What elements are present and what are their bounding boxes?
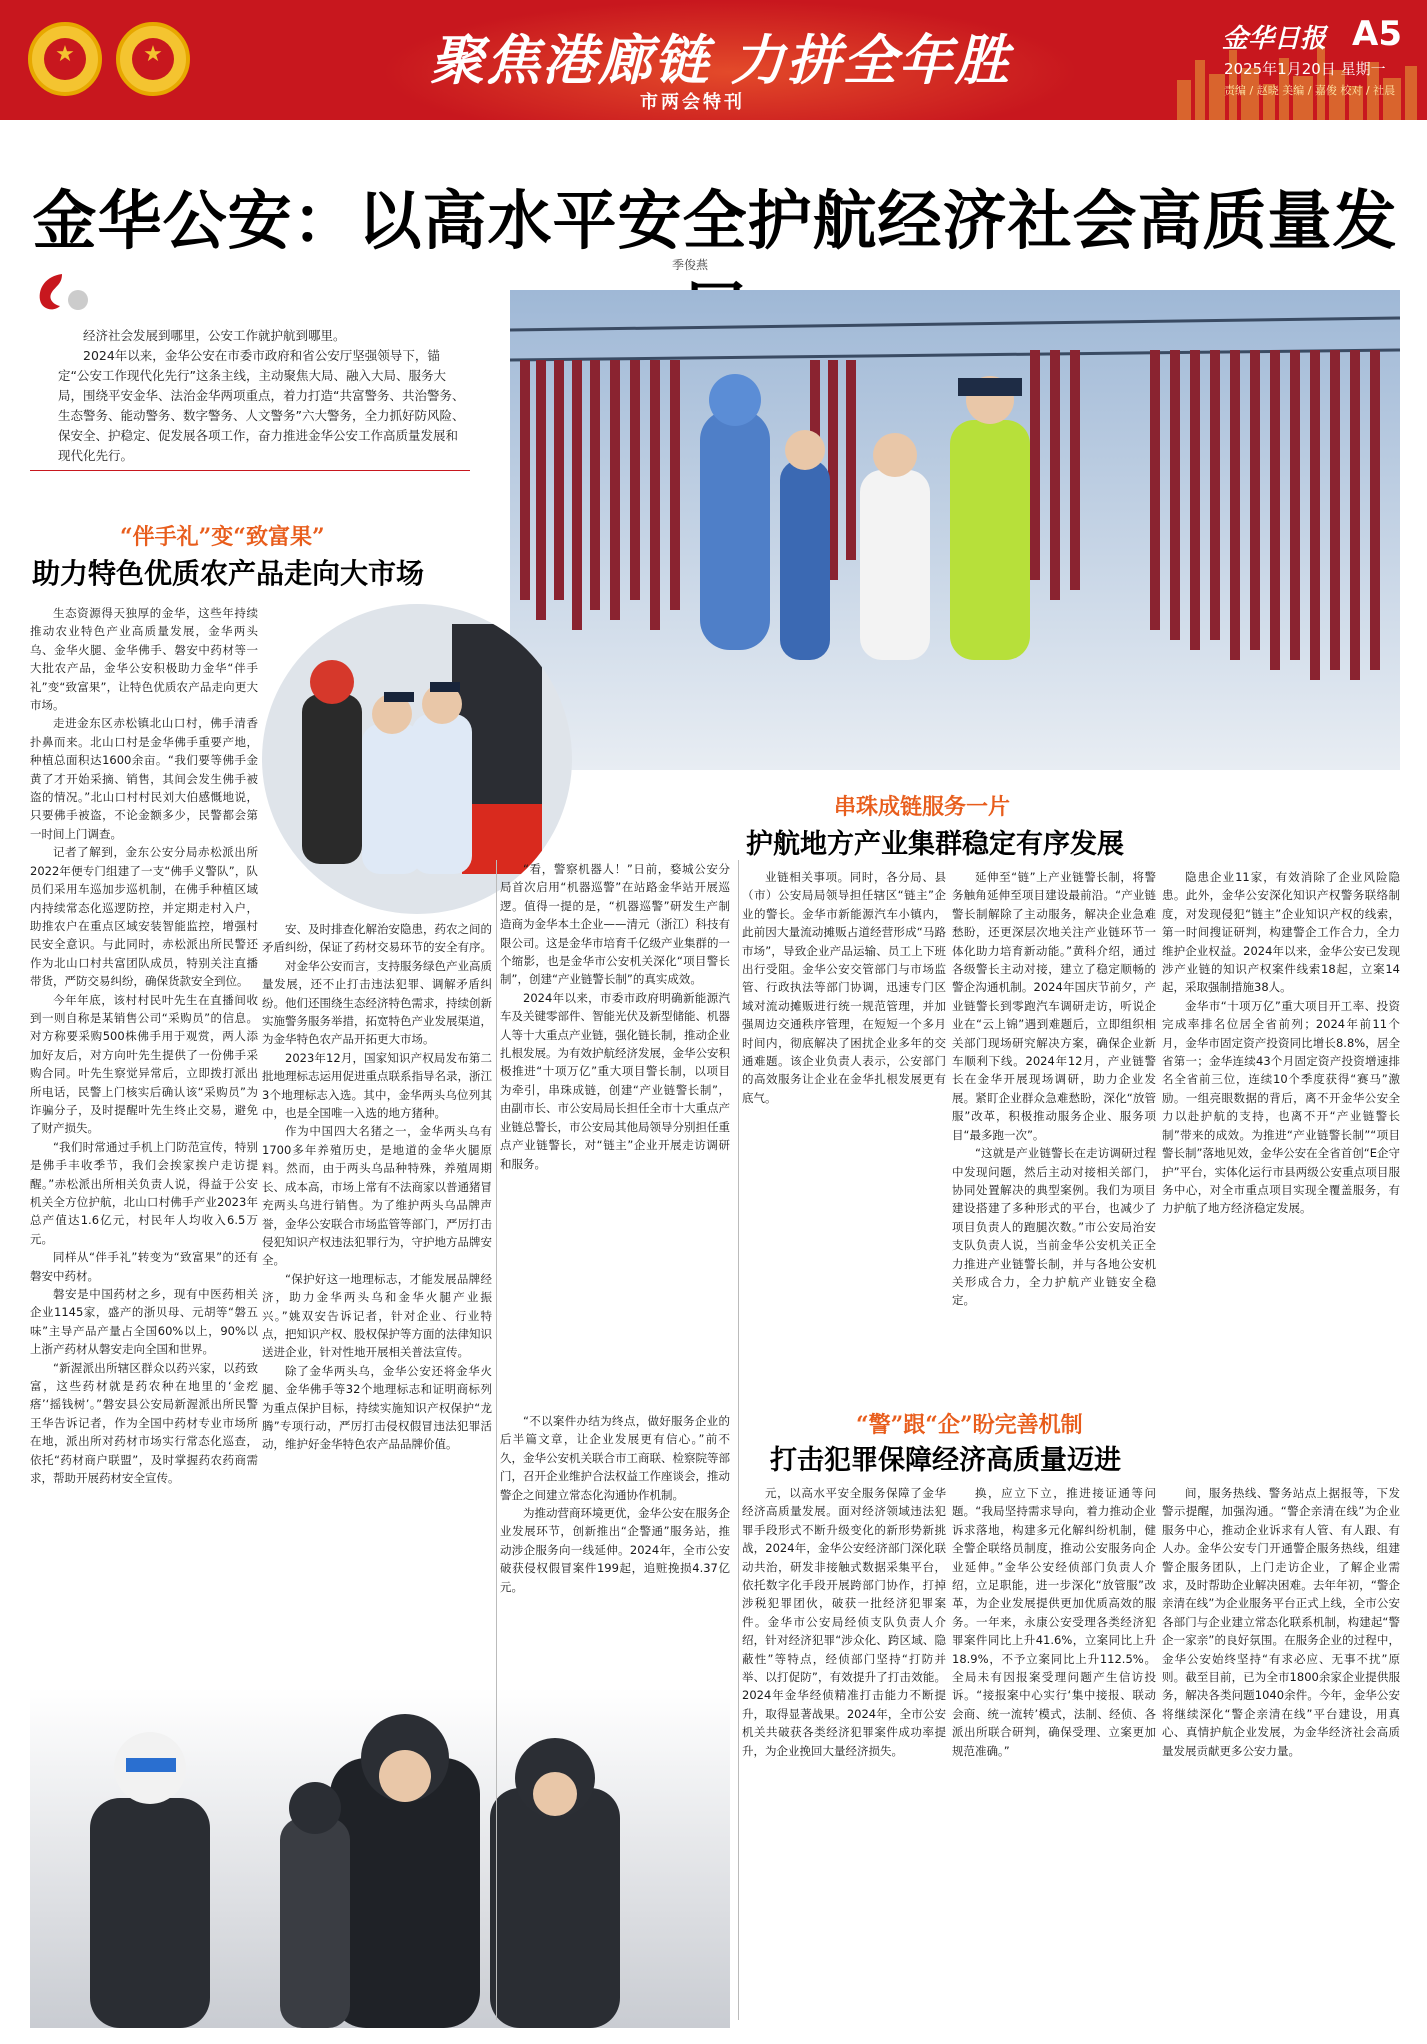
section3-column-1: [742, 1484, 946, 2024]
s1-paragraph-7: 磐安是中国药材之乡，现有中医药相关企业1145家，盛产的浙贝母、元胡等“磐五味”主导产品产量占全国60%以上，90%以上浙产药材从磐安走向全国和世界。: [30, 1287, 258, 1357]
s1-paragraph-2: 走进金东区赤松镇北山口村，佛手清香扑鼻而来。北山口村是金华佛手重要产地，种植总面积达1600余亩。“我们要等佛手金黄了才开始采摘、销售，其间会发生佛手被盗的情况。”北山口村村民刘大伯感慨地说，只要佛手被盗，不论金额多少，民警都会第一时间上门调查。: [30, 716, 258, 841]
byline: 季俊燕: [672, 258, 709, 272]
quote-mark-icon: [34, 266, 94, 316]
section3-column-2: [952, 1484, 1156, 2024]
masthead: [0, 0, 1427, 120]
s1-paragraph-5: “我们时常通过手机上门防范宣传，特别是佛手丰收季节，我们会挨家挨户走访提醒。”赤松派出所相关负责人说，得益于公安机关全方位护航，北山口村佛手产业2023年总产值达1.6亿元，村民年人均收入6.5万元。: [30, 1139, 258, 1246]
s1-paragraph-4: 今年年底，该村村民叶先生在直播间收到一则自称是某销售公司“采购员”的信息。对方称要采购500株佛手用于观赏，两人添加好友后，对方向叶先生提供了一份佛手采购合同。叶先生察觉异常后，立即拨打派出所电话，民警上门核实后确认该“采购员”为诈骗分子，及时提醒叶先生终止交易，避免了财产损失。: [30, 992, 258, 1136]
s3-col3-text: 间，服务热线、警务站点上据报等，下发警示提醒，加强沟通。“警企亲清在线”为企业服务中心，推动企业诉求有人管、有人跟、有人办。金华公安专门开通警企服务热线，组建警企服务团队，上门走访企业，了解企业需求，及时帮助企业解决困难。去年年初，“警企亲清在线”为企业服务平台正式上线，全市公安各部门与企业建立常态化联系机制，构建起“警企一家亲”的良好氛围。在服务企业的过程中，金华公安始终坚持“有求必应、无事不扰”原则。截至目前，已为全市1800余家企业提供服务，解决各类问题1040余件。今年，金华公安将继续深化“警企亲清在线”平台建设，用真心、真情护航企业发展，为金华经济社会高质量发展贡献更多公安力量。: [1162, 1486, 1400, 1758]
lead-line-2: 2024年以来，金华公安在市委市政府和省公安厅坚强领导下，锚定“公安工作现代化先行”这条主线，主动聚焦大局、融入大局、服务大局，围绕平安金华、法治金华两项重点，着力打造“共富警务、共治警务、生态警务、能动警务、数字警务、人文警务”六大警务，全力抓好防风险、保安全、护稳定、促发展各项工作，奋力推进金华公安工作高质量发展和现代化先行。: [58, 348, 465, 463]
section3-title: 打击犯罪保障经济高质量迈进: [770, 1445, 1121, 1476]
lead-divider: [30, 470, 470, 471]
s1-paragraph-10: 对金华公安而言，支持服务绿色产业高质量发展，还不止打击违法犯罪、调解矛盾纠纷。他们还围绕生态经济特色需求，持续创新实施警务服务举措，拓宽特色产业发展渠道，为金华特色农产品开拓更大市场。: [262, 958, 492, 1047]
section1-column-1: [30, 604, 258, 1674]
section2-column-1: [742, 868, 946, 1388]
s1-right-paragraph-3: “保护好这一地理标志，才能发展品牌经济，助力金华两头乌和金华火腿产业振兴。”姚双安告诉记者，针对企业、行业特点，把知识产权、股权保护等方面的法律知识送进企业，针对性地开展相关普法宣传。: [262, 1271, 492, 1360]
s2-col4-text: 隐患企业11家，有效消除了企业风险隐患。此外，金华公安深化知识产权警务联络制度，对发现侵犯“链主”企业知识产权的线索，第一时间搜证研判，构建警企工作合力，全力维护企业权益。2024年以来，金华公安已发现涉产业链的知识产权案件线索18起，立案14起，采取强制措施38人。: [1162, 870, 1400, 995]
column-divider: [496, 860, 497, 2020]
section1-column-3: [500, 860, 730, 1420]
s3-col1-text: 元，以高水平安全服务保障了金华经济高质量发展。面对经济领域违法犯罪手段形式不断升级变化的新形势新挑战，2024年，金华公安经济部门深化联动共治，研发非接触式数据采集平台，依托数字化手段开展跨部门协作，打掉涉税犯罪团伙，破获一批经济犯罪案件。金华市公安局经侦支队负责人介绍，针对经济犯罪“涉众化、跨区域、隐蔽性”等特点，经侦部门坚持“打防并举、以打促防”，有效提升了打击效能。2024年金华经侦精准打击能力不断提升，取得显著战果。2024年，全市公安机关共破获各类经济犯罪案件成功率提升，为企业挽回大量经济损失。: [742, 1486, 946, 1758]
section3-column-3: [1162, 1484, 1400, 2024]
section1-kicker: “伴手礼”变“致富果”: [120, 524, 325, 550]
section1-column-4: [500, 1412, 730, 1688]
staff-credits: 责编 / 赵晓 美编 / 嘉俊 校对 / 社晨: [1224, 84, 1396, 97]
section2-column-2: [952, 868, 1156, 1388]
column-divider: [738, 860, 739, 2020]
section2-column-3: [1162, 868, 1400, 1388]
s1-right-paragraph-2: 2024年以来，市委市政府明确新能源汽车及关键零部件、智能光伏及新型储能、机器人等十大重点产业链，强化链长制，推动企业扎根发展。为有效护航经济发展，金华公安积极推进“十项万亿”重大项目警长制，以项目为牵引，串珠成链，创建“产业链警长制”，由副市长、市公安局局长担任全市十大重点产业链总警长，市公安局其他局领导分别担任重点产业链警长，对“链主”企业开展走访调研和服务。: [500, 990, 730, 1171]
special-issue-subtitle: 市两会特刊: [640, 92, 745, 113]
s1-right-paragraph-4: 除了金华两头乌，金华公安还将金华火腿、金华佛手等32个地理标志和证明商标列为重点保护目标，持续实施知识产权保护“龙腾”专项行动，严厉打击侵权假冒违法犯罪活动，维护好金华特色农产品品牌价值。: [262, 1363, 492, 1452]
national-emblem-icon: ★: [28, 22, 102, 96]
s1-right-paragraph-5: “不以案件办结为终点，做好服务企业的后半篇文章，让企业发展更有信心。”前不久，金华公安机关联合市工商联、检察院等部门，召开企业维护合法权益工作座谈会，推动警企之间建立常态化沟通协作机制。: [500, 1414, 730, 1502]
cppcc-emblem-icon: ★: [116, 22, 190, 96]
lead-paragraph: [58, 326, 466, 466]
s1-paragraph-3: 记者了解到，金东公安分局赤松派出所2022年便专门组建了一支“佛手义警队”，队员们采用车巡加步巡机制，在佛手种植区域内持续常态化巡逻防控，并定期走村入户，助推农户在重点区域安装智能监控，增强村民安全意识。与此同时，赤松派出所民警还作为北山口村共富团队成员，特别关注直播带货，严防交易纠纷，确保货款安全到位。: [30, 845, 258, 989]
s1-paragraph-8: “新渥派出所辖区群众以药兴家，以药致富，这些药材就是药农种在地里的‘金疙瘩’‘摇钱树’。”磐安县公安局新渥派出所民警王华告诉记者，作为全国中药材专业市场所在地，派出所对药材市场实行常态化巡查，依托“药材商户联盟”，及时掌握药农药商需求，帮助开展药材安全宣传。: [30, 1360, 258, 1486]
section2-title: 护航地方产业集群稳定有序发展: [746, 829, 1124, 860]
s2-col3-text: “这就是产业链警长在走访调研过程中发现问题，然后主动对接相关部门，协同处置解决的典型案例。我们为项目建设搭建了多种形式的平台，也减少了项目负责人的跑腿次数。”市公安局治安支队负责人说，当前金华公安机关正全力推进产业链警长制，并与各地公安机关形成合力，全力护航产业链安全稳定。: [952, 1146, 1156, 1308]
s2-col5-text: 金华市“十项万亿”重大项目开工率、投资完成率排名位居全省前列；2024年前11个月，金华市固定资产投资同比增长8.8%，居全省第一；金华连续43个月固定资产投资增速排名全省前三位，连续10个季度获得“赛马”激励。一组亮眼数据的背后，离不开金华公安全力以赴护航的支持，也离不开“产业链警长制”带来的成效。为推进“产业链警长制”“项目警长制”落地见效，金华公安在全省首创“E企守护”平台，实体化运行市县两级公安重点项目服务中心，对全市重点项目实现全覆盖服务，有力护航了地方经济稳定发展。: [1162, 998, 1400, 1216]
s1-right-paragraph-6: 为推动营商环境更优，金华公安在服务企业发展环节，创新推出“企警通”服务站，推动涉企服务向一线延伸。2024年，全市公安破获侵权假冒案件199起，追赃挽损4.37亿元。: [500, 1506, 730, 1594]
production-workshop-photo: [510, 290, 1400, 770]
main-headline: 金华公安：以高水平安全护航经济社会高质量发: [32, 185, 1398, 259]
s1-paragraph-11: 2023年12月，国家知识产权局发布第二批地理标志运用促进重点联系指导名录，浙江3个地理标志入选。其中，金华两头乌位列其中，也是全国唯一入选的地方猪种。: [262, 1050, 492, 1121]
section2-kicker: 串珠成链服务一片: [834, 794, 1011, 820]
s2-col1-text: 业链相关事项。同时，各分局、县（市）公安局局领导担任辖区“链主”企业的警长。金华市新能源汽车小镇内，此前因大量流动摊贩占道经营形成“马路市场”，导致企业产品运输、员工上下班出行受阻。金华公安交管部门与市场监管、行政执法等部门协调，迅速专门区域对流动摊贩进行统一规范管理，并加强周边交通秩序管理，在短短一个多月时间内，彻底解决了困扰企业多年的交通难题。该企业负责人表示，公安部门的高效服务让企业在金华扎根发展更有底气。: [742, 870, 946, 1105]
special-issue-title: 聚焦港廊链 力拼全年胜: [430, 28, 1011, 92]
section1-column-2: [262, 920, 492, 1680]
special-police-team-photo: [30, 1688, 730, 2028]
page-number: A5: [1352, 14, 1402, 54]
s2-col2-text: 延伸至“链”上产业链警长制，将警务触角延伸至项目建设最前沿。“产业链警长制解除了主动服务，解决企业急难愁盼，还更深层次地关注产业链环节一体化助力培育新动能。”黄科介绍，通过各级警长主动对接，建立了稳定顺畅的警企沟通机制。2024年国庆节前夕，产业链警长到零跑汽车调研走访，听说企业在“云上锦”遇到难题后，立即组织相关部门现场研究解决方案，确保企业新车顺利下线。2024年12月，产业链警长在金华开展现场调研，助力企业发展。紧盯企业群众急难愁盼，深化“放管服”改革，积极推动服务企业、服务项目“最多跑一次”。: [952, 870, 1156, 1142]
lead-line-1: 经济社会发展到哪里，公安工作就护航到哪里。: [83, 328, 346, 343]
s1-paragraph-12: 作为中国四大名猪之一，金华两头乌有1700多年养殖历史，是地道的金华火腿原料。然而，由于两头乌品种特殊，养殖周期长、成本高，市场上常有不法商家以普通猪冒充两头乌进行销售。为了维护两头乌品牌声誉，金华公安联合市场监管等部门，严厉打击侵犯知识产权违法犯罪行为，守护地方品牌安全。: [262, 1124, 492, 1268]
s1-paragraph-6: 同样从“伴手礼”转变为“致富果”的还有磐安中药材。: [30, 1250, 258, 1283]
s1-paragraph-1: 生态资源得天独厚的金华，这些年持续推动农业特色产业高质量发展，金华两头乌、金华火腿、金华佛手、磐安中药材等一大批农产品，金华公安积极助力金华“伴手礼”变“致富果”，让特色优质农产品走向更大市场。: [30, 606, 258, 713]
newspaper-name: 金华日报: [1222, 24, 1327, 54]
section3-kicker: “警”跟“企”盼完善机制: [856, 1412, 1083, 1438]
issue-date: 2025年1月20日 星期一: [1224, 60, 1386, 78]
s1-right-paragraph-1: “看，警察机器人！”日前，婺城公安分局首次启用“机器巡警”在站路金华站开展巡逻。值得一提的是，“机器巡警”研发生产制造商为金华本土企业——清元（浙江）科技有限公司。这是金华市培育千亿级产业集群的一个缩影，也是金华市公安机关深化“项目警长制”，创建“产业链警长制”的真实成效。: [500, 862, 730, 987]
s1-paragraph-9: 安、及时排查化解治安隐患，药农之间的矛盾纠纷，保证了药材交易环节的安全有序。: [262, 922, 492, 955]
s3-col2-text: 换，应立下立，推进接证通等问题。“我局坚持需求导向，着力推动企业诉求落地，构建多元化解纠纷机制，健全警企联络员制度，推动公安服务向企业延伸。”金华公安经侦部门负责人介绍，立足职能，进一步深化“放管服”改革，为企业发展提供更加优质高效的服务。一年来，永康公安受理各类经济犯罪案件同比上升41.6%，立案同比上升18.9%，不予立案同比上升112.5%。全局未有因报案受理问题产生信访投诉。“接报案中心实行‘集中接报、联动会商、统一流转’模式，法制、经侦、各派出所联合研判，确保受理、立案更加规范准确。”: [952, 1486, 1156, 1758]
section1-title: 助力特色优质农产品走向大市场: [32, 557, 425, 590]
